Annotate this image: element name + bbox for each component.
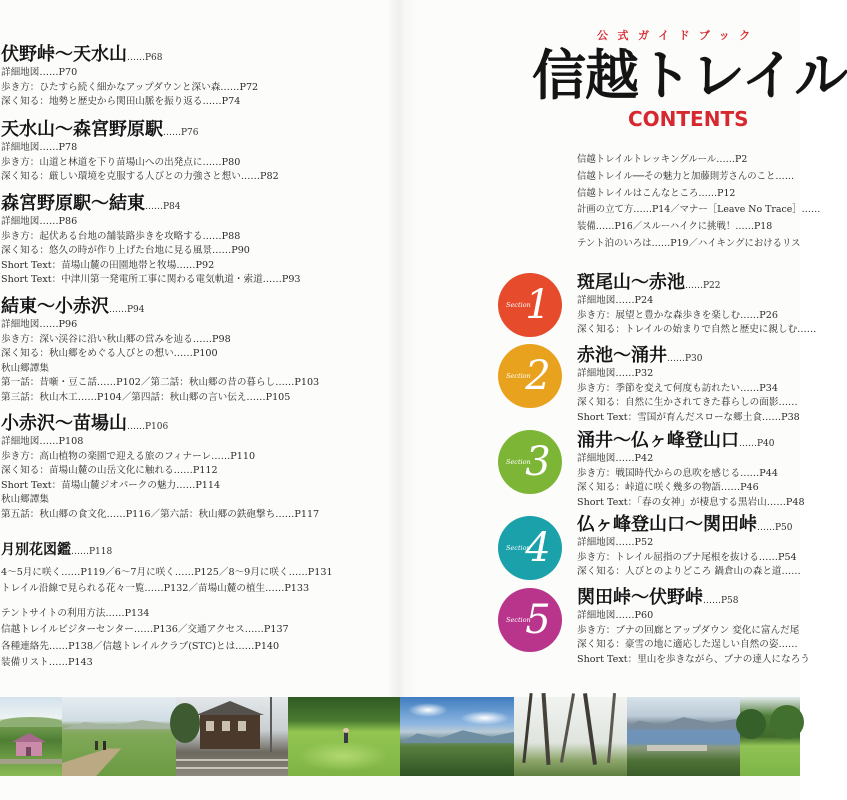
section-badge-label: Section — [506, 616, 531, 624]
toc-item: 深く知る：豪雪の地に適応した逞しい自然の姿…… — [577, 639, 798, 651]
flowers-title: 月別花図鑑 — [1, 542, 71, 558]
tree — [770, 705, 804, 739]
route-title: 涌井〜仏ヶ峰登山口 — [577, 430, 739, 451]
route-heading — [1, 413, 395, 435]
hiker-figure — [95, 741, 98, 750]
toc-block-section-8 — [1, 193, 395, 288]
photo-meadow-path-hikers — [62, 697, 176, 776]
flowers-page-ref: ……P118 — [71, 547, 113, 557]
toc-block-section-7 — [1, 119, 395, 185]
section-badge-5 — [498, 588, 562, 652]
section-badge-number: 3 — [525, 439, 551, 485]
toc-item: 歩き方：山道と林道を下り苗場山への出発点に……P80 — [1, 156, 241, 168]
cloud — [460, 711, 510, 725]
hut-roof — [12, 733, 46, 742]
window — [238, 721, 246, 731]
toc-item: Short Text：中津川第一発電所工事に関わる電気軌道・索道……P93 — [1, 274, 301, 286]
book-title: 信越トレイル — [532, 44, 847, 107]
toc-item: 詳細地図……P108 — [1, 436, 84, 447]
distant-mountain — [62, 719, 176, 729]
toc-block-section-2 — [577, 345, 800, 425]
route-heading — [577, 587, 800, 609]
route-page-ref: ……P50 — [757, 523, 793, 533]
toc-item: Short Text：苗場山麓の田園地帯と牧場……P92 — [1, 259, 215, 271]
toc-item: 深く知る：トレイルの始まりで自然と歴史に親しむ…… — [577, 324, 817, 336]
route-heading — [1, 296, 395, 318]
photo-hillside-hut — [0, 697, 62, 776]
window — [222, 721, 230, 731]
toc-block-flowers — [1, 537, 395, 597]
toc-item: 装備……P16／スルーハイクに挑戦！……P18 — [577, 221, 773, 233]
cloud — [408, 703, 448, 717]
toc-item: 信越トレイル──その魅力と加藤則芳さんのこと…… — [577, 170, 795, 182]
dirt-path — [62, 747, 176, 776]
toc-item: 歩き方：ひたすら続く細かなアップダウンと深い森……P72 — [1, 81, 259, 93]
toc-item: 詳細地図……P60 — [577, 610, 654, 621]
route-page-ref: ……P94 — [109, 305, 145, 315]
contents-label: CONTENTS — [628, 107, 749, 131]
tree-trunk — [522, 693, 532, 763]
toc-item: 歩き方：起伏ある台地の舗装路歩きを攻略する……P88 — [1, 230, 241, 242]
section-badge-number: 4 — [525, 525, 551, 571]
section-badge-3 — [498, 430, 562, 494]
toc-subheading: 秋山郷譚集 — [1, 362, 49, 374]
toc-item: 深く知る：厳しい環境を克服する人びとの力強さと想い……P82 — [1, 171, 279, 183]
utility-pole — [270, 697, 272, 752]
route-title: 結東〜小赤沢 — [1, 296, 109, 317]
hut-door — [26, 747, 31, 756]
route-title: 仏ヶ峰登山口〜関田峠 — [577, 514, 757, 535]
photo-valley-lake — [627, 697, 740, 776]
toc-item: 詳細地図……P86 — [1, 216, 78, 227]
toc-subheading: 秋山郷譚集 — [1, 494, 49, 506]
route-page-ref: ……P30 — [667, 354, 703, 364]
toc-item: 深く知る：人びとのよりどころ 鍋倉山の森と道…… — [577, 566, 801, 578]
toc-item: Short Text：雪国が育んだスローな郷土食……P38 — [577, 411, 800, 423]
route-title: 伏野峠〜天水山 — [1, 44, 127, 65]
photo-field-trees — [740, 697, 800, 776]
toc-item: 各種連絡先……P138／信越トレイルクラブ(STC)とは……P140 — [1, 640, 280, 652]
guidebook-kicker: 公式ガイドブック — [597, 29, 760, 42]
route-title: 斑尾山〜赤池 — [577, 272, 685, 293]
route-title: 森宮野原駅〜結東 — [1, 193, 145, 214]
toc-item: 信越トレイルトレッキングルール……P2 — [577, 154, 748, 165]
toc-block-section-1 — [577, 272, 817, 338]
toc-block-section-5 — [577, 587, 810, 667]
toc-item: テント泊のいろは……P19／ハイキングにおけるリス — [577, 237, 801, 249]
route-page-ref: ……P68 — [127, 53, 163, 63]
section-badge-label: Section — [506, 458, 531, 466]
route-title: 天水山〜森宮野原駅 — [1, 119, 163, 140]
photo-misty-forest — [514, 697, 627, 776]
rail — [176, 759, 288, 761]
toc-item: 深く知る：地勢と歴史から関田山脈を振り返る……P74 — [1, 96, 241, 108]
toc-item: 詳細地図……P52 — [577, 537, 654, 548]
route-heading — [577, 272, 800, 294]
toc-item: 第五話：秋山郷の食文化……P116／第六話：秋山郷の鉄砲撃ち……P117 — [1, 508, 320, 520]
route-heading — [1, 193, 395, 215]
town — [647, 745, 707, 751]
toc-item: 歩き方：ブナの回廊とアップダウン 変化に富んだ尾 — [577, 624, 800, 636]
mountain-range — [627, 715, 740, 729]
route-heading — [1, 44, 395, 66]
photo-strip — [0, 697, 800, 776]
meadow-highlight — [298, 741, 388, 771]
toc-item: 深く知る：秋山郷をめぐる人びとの想い……P100 — [1, 348, 218, 360]
toc-block-section-3 — [577, 430, 805, 510]
section-badge-label: Section — [506, 372, 531, 380]
toc-item: 歩き方：季節を変えて何度も訪れたい……P34 — [577, 382, 778, 394]
section-badge-number: 1 — [525, 282, 551, 328]
route-title: 関田峠〜伏野峠 — [577, 587, 703, 608]
toc-item: 深く知る：自然に生かされてきた暮らしの面影…… — [577, 397, 798, 409]
toc-block-section-9 — [1, 296, 395, 406]
flowers-heading — [1, 537, 395, 565]
tree-trunk — [541, 693, 550, 765]
toc-item: 詳細地図……P96 — [1, 319, 78, 330]
toc-intro-list — [577, 152, 821, 253]
route-heading — [577, 514, 800, 536]
toc-item: 詳細地図……P42 — [577, 453, 654, 464]
toc-item: 詳細地図……P70 — [1, 67, 78, 78]
toc-item: 歩き方：戦国時代からの息吹を感じる……P44 — [577, 467, 778, 479]
rail — [176, 767, 288, 769]
tree-trunk — [607, 693, 616, 763]
toc-item: 深く知る：悠久の時が作り上げた台地に見る風景……P90 — [1, 245, 250, 257]
photo-old-station-building — [176, 697, 288, 776]
section-badge-label: Section — [506, 301, 531, 309]
photo-green-meadow-hiker — [288, 697, 400, 776]
building-roof — [196, 701, 264, 715]
section-badge-4 — [498, 516, 562, 580]
toc-item: 歩き方：深い渓谷に沿い秋山郷の営みを辿る……P98 — [1, 333, 231, 345]
window — [206, 721, 214, 731]
toc-item: トレイル沿線で見られる花々一覧……P132／苗場山麓の植生……P133 — [1, 583, 310, 594]
toc-block-appendix — [1, 606, 395, 671]
toc-item: 第三話：秋山木工……P104／第四話：秋山郷の言い伝え……P105 — [1, 391, 291, 403]
route-heading — [577, 430, 800, 452]
route-heading — [1, 119, 395, 141]
toc-item: 4〜5月に咲く……P119／6〜7月に咲く……P125／8〜9月に咲く……P131 — [1, 567, 333, 578]
toc-item: 深く知る：峠道に咲く幾多の物語……P46 — [577, 482, 759, 494]
toc-block-section-6 — [1, 44, 395, 110]
section-badge-number: 2 — [525, 353, 551, 399]
tree-trunk — [583, 693, 597, 765]
hiker-figure — [103, 741, 106, 750]
toc-item: 第一話：昔噺・豆こ話……P102／第二話：秋山郷の昔の暮らし……P103 — [1, 377, 320, 389]
toc-item: 計画の立て方……P14／マナー［Leave No Trace］…… — [577, 204, 821, 216]
route-page-ref: ……P40 — [739, 439, 775, 449]
toc-item: Short Text：「春の女神」が棲息する黒岩山……P48 — [577, 496, 805, 508]
route-title: 小赤沢〜苗場山 — [1, 413, 127, 434]
toc-item: 信越トレイルはこんなところ……P12 — [577, 187, 736, 199]
route-page-ref: ……P106 — [127, 422, 169, 432]
toc-item: 詳細地図……P24 — [577, 295, 654, 306]
route-page-ref: ……P22 — [685, 281, 721, 291]
route-page-ref: ……P84 — [145, 202, 181, 212]
toc-item: Short Text：苗場山麓ジオパークの魅力……P114 — [1, 479, 221, 491]
section-badge-label: Section — [506, 544, 531, 552]
route-title: 赤池〜涌井 — [577, 345, 667, 366]
route-page-ref: ……P76 — [163, 128, 199, 138]
tree-trunk — [560, 693, 575, 762]
toc-block-section-10 — [1, 413, 395, 523]
distant-hill — [0, 717, 62, 727]
toc-block-section-4 — [577, 514, 800, 580]
road — [0, 759, 62, 764]
toc-item: 歩き方：高山植物の楽園で迎える旅のフィナーレ……P110 — [1, 450, 256, 462]
toc-item: テントサイトの利用方法……P134 — [1, 608, 150, 619]
toc-item: 歩き方：トレイル屈指のブナ尾根を抜ける……P54 — [577, 551, 797, 563]
toc-item: 詳細地図……P78 — [1, 142, 78, 153]
hiker-head — [343, 728, 349, 733]
toc-item: 詳細地図……P32 — [577, 368, 654, 379]
route-page-ref: ……P58 — [703, 596, 739, 606]
toc-item: 信越トレイルビジターセンター……P136／交通アクセス……P137 — [1, 624, 289, 636]
toc-item: Short Text：里山を歩きながら、ブナの達人になろう — [577, 653, 810, 665]
section-badge-1 — [498, 273, 562, 337]
section-badge-number: 5 — [525, 597, 551, 643]
mountain-range — [400, 727, 514, 743]
toc-item: 装備リスト……P143 — [1, 656, 93, 668]
tree — [736, 709, 766, 739]
toc-item: 深く知る：苗場山麓の山岳文化に触れる……P112 — [1, 465, 218, 477]
route-heading — [577, 345, 800, 367]
section-badge-2 — [498, 344, 562, 408]
photo-mountain-vista — [400, 697, 514, 776]
toc-item: 歩き方：展望と豊かな森歩きを楽しむ……P26 — [577, 309, 778, 321]
